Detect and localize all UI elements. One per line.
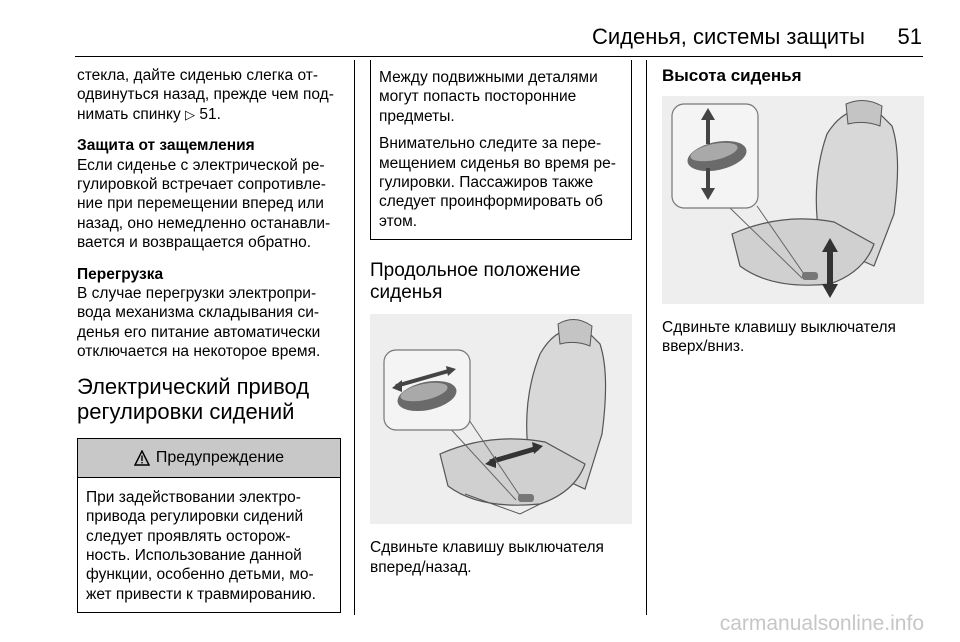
- figure-caption: Сдвиньте клавишу выключателя вперед/назад.: [370, 539, 604, 576]
- column-3: [662, 66, 924, 357]
- warning-box: [77, 438, 341, 613]
- watermark: carmanualsonline.info: [719, 612, 924, 635]
- page-header: [0, 0, 960, 60]
- seat-longitudinal-illustration: [370, 314, 632, 524]
- subheading-pinch-protection: Защита от защемления: [77, 137, 255, 155]
- column-divider-1: [354, 60, 355, 615]
- warning-triangle-icon: [134, 450, 150, 466]
- page-ref-arrow-icon: ▷: [185, 106, 196, 122]
- warning-text: Между подвижными деталями могут попасть посторонние предметы.: [379, 69, 598, 125]
- paragraph-text: стекла, дайте сиденью слегка от-одвинуться назад, прежде чем под-нимать спинку: [77, 67, 334, 123]
- warning-continuation-box: [370, 60, 632, 240]
- column-1: [77, 66, 345, 613]
- page-header-title: Сиденья, системы защиты: [591, 24, 865, 49]
- warning-header: [78, 439, 340, 478]
- warning-label: Предупреждение: [155, 448, 285, 466]
- section-title-longitudinal: Продольное положение сиденья: [370, 260, 581, 304]
- section-title-seat-height: Высота сиденья: [662, 66, 802, 85]
- section-title-electric-seat: Электрический привод регулировки сидений: [77, 373, 310, 424]
- header-divider: [75, 56, 923, 57]
- page-number: 51: [897, 24, 922, 49]
- column-divider-2: [646, 60, 647, 615]
- warning-text: Внимательно следите за пере-мещением сиденья во время ре-гулировки. Пассажиров также следует проинформировать об этом.: [379, 135, 616, 230]
- paragraph: [77, 66, 345, 124]
- figure-caption: Сдвиньте клавишу выключателя вверх/вниз.: [662, 319, 896, 356]
- warning-text: При задействовании электро-привода регулировки сидений следует проявлять осторож-ность. Использование данной функции, особенно детьми, мо-жет привести к травмированию.: [86, 488, 316, 603]
- column-2: [370, 66, 632, 577]
- paragraph: Если сиденье с электрической ре-гулировкой встречает сопротивле-ние при перемещении вперед или назад, оно немедленно останавли-вается и возвращается обратно.: [77, 156, 331, 252]
- paragraph: В случае перегрузки электропри-вода механизма складывания си-денья его питание автоматически отключается на некоторое время.: [77, 285, 321, 361]
- seat-height-illustration: [662, 96, 924, 304]
- page-ref: 51.: [199, 105, 221, 123]
- subheading-overload: Перегрузка: [77, 265, 164, 283]
